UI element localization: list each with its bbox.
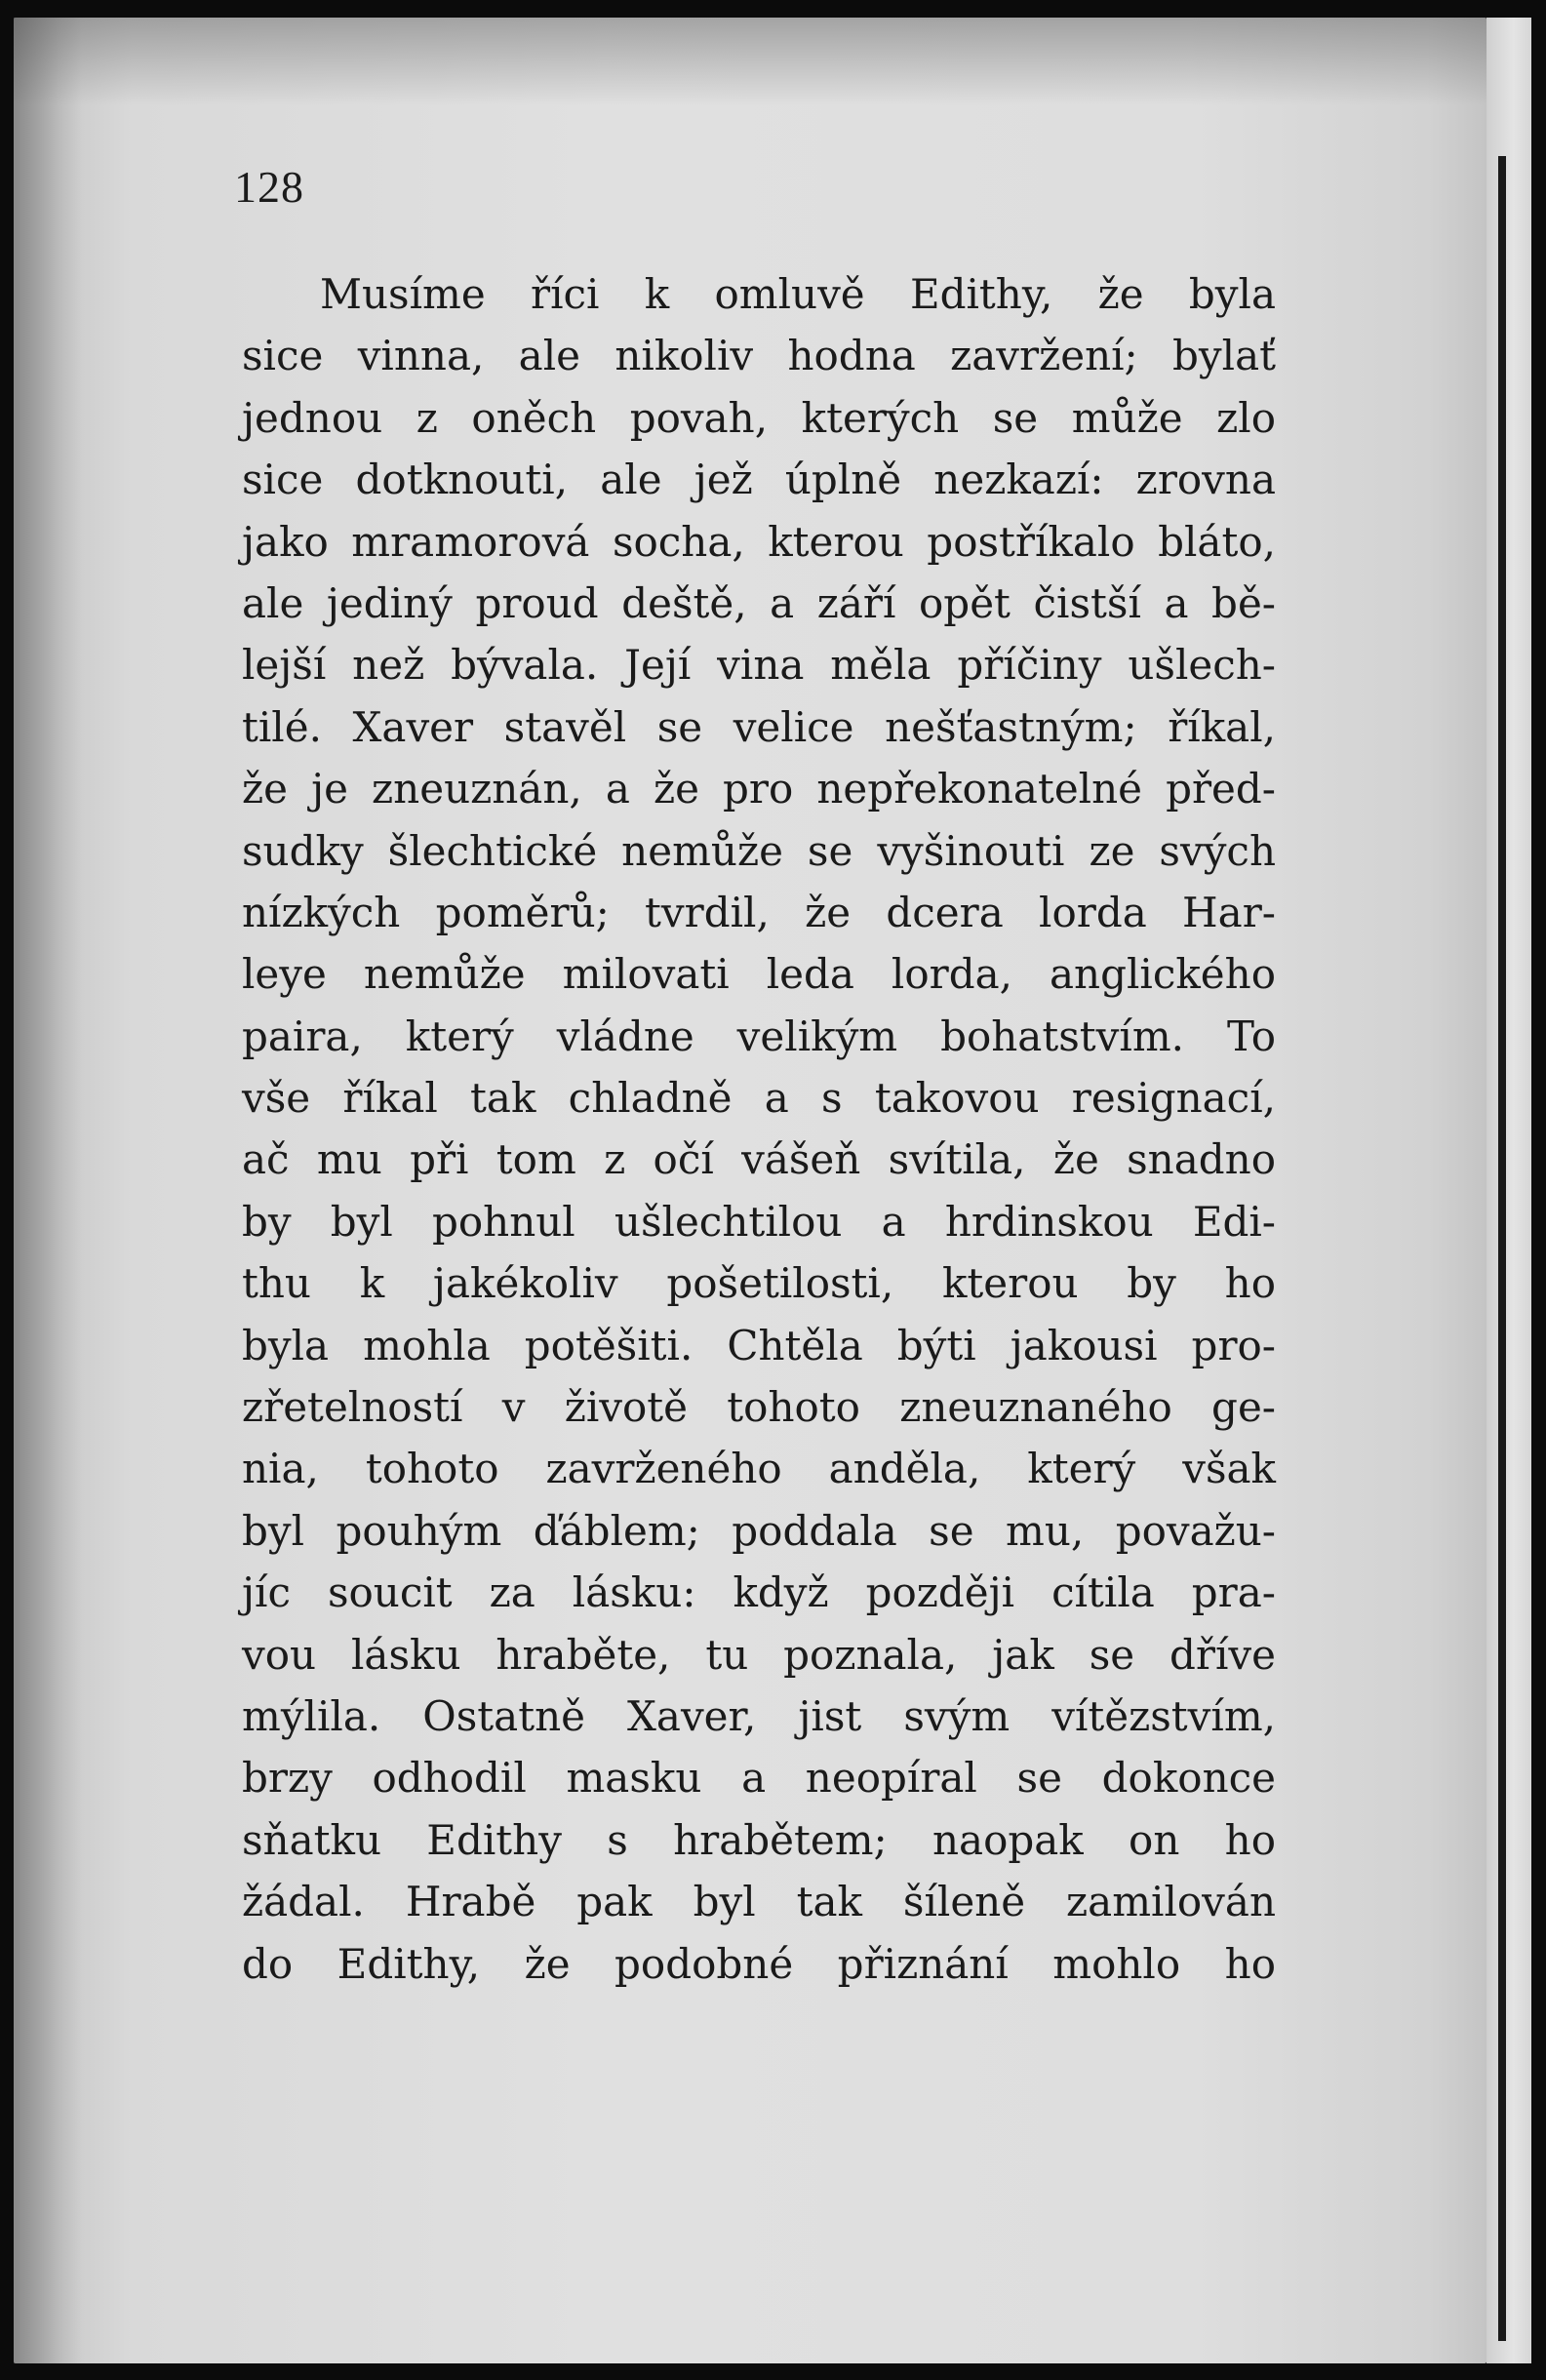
text-line: leye nemůže milovati leda lorda, anglického [242, 950, 1276, 999]
text-line: thu k jakékoliv pošetilosti, kterou by ho [242, 1259, 1276, 1308]
text-line: by byl pohnul ušlechtilou a hrdinskou Edi- [242, 1197, 1276, 1246]
text-line: vše říkal tak chladně a s takovou resignací, [242, 1074, 1276, 1123]
body-text [242, 263, 1276, 1995]
text-line: byla mohla potěšiti. Chtěla býti jakousi pro- [242, 1321, 1276, 1369]
text-line: sice dotknouti, ale jež úplně nezkazí: zrovna [242, 456, 1276, 504]
text-line: paira, který vládne velikým bohatstvím. To [242, 1012, 1276, 1060]
page-number: 128 [234, 162, 304, 212]
text-line: žádal. Hrabě pak byl tak šíleně zamilován [242, 1878, 1276, 1926]
adjacent-page-edge [1487, 18, 1531, 2363]
text-line: jednou z oněch povah, kterých se může zlo [242, 393, 1276, 442]
text-line: nia, tohoto zavrženého anděla, který však [242, 1445, 1276, 1493]
text-line: brzy odhodil masku a neopíral se dokonce [242, 1754, 1276, 1803]
text-line: ale jediný proud deště, a září opět čistší a bě- [242, 578, 1276, 627]
text-line: vou lásku hraběte, tu poznala, jak se dříve [242, 1630, 1276, 1679]
text-line: tilé. Xaver stavěl se velice nešťastným; říkal, [242, 702, 1276, 751]
text-line: do Edithy, že podobné přiznání mohlo ho [242, 1939, 1276, 1988]
text-line: zřetelností v životě tohoto zneuznaného ge- [242, 1383, 1276, 1432]
text-line: sňatku Edithy s hrabětem; naopak on ho [242, 1815, 1276, 1864]
binding-rule [1498, 156, 1506, 2341]
text-line: Musíme říci k omluvě Edithy, že byla [320, 270, 1276, 318]
text-line: jako mramorová socha, kterou postříkalo bláto, [242, 517, 1276, 566]
text-line: že je zneuznán, a že pro nepřekonatelné před- [242, 765, 1276, 813]
text-line: byl pouhým ďáblem; poddala se mu, považu- [242, 1506, 1276, 1555]
text-line: nízkých poměrů; tvrdil, že dcera lorda Har- [242, 888, 1276, 936]
text-line: jíc soucit za lásku: když později cítila pra- [242, 1568, 1276, 1617]
text-line: lejší než bývala. Její vina měla příčiny ušlech- [242, 641, 1276, 690]
text-line: sice vinna, ale nikoliv hodna zavržení; bylať [242, 332, 1276, 380]
text-line: sudky šlechtické nemůže se vyšinouti ze svých [242, 826, 1276, 875]
text-line: ač mu při tom z očí vášeň svítila, že snadno [242, 1135, 1276, 1184]
text-line: mýlila. Ostatně Xaver, jist svým vítězstvím, [242, 1691, 1276, 1740]
